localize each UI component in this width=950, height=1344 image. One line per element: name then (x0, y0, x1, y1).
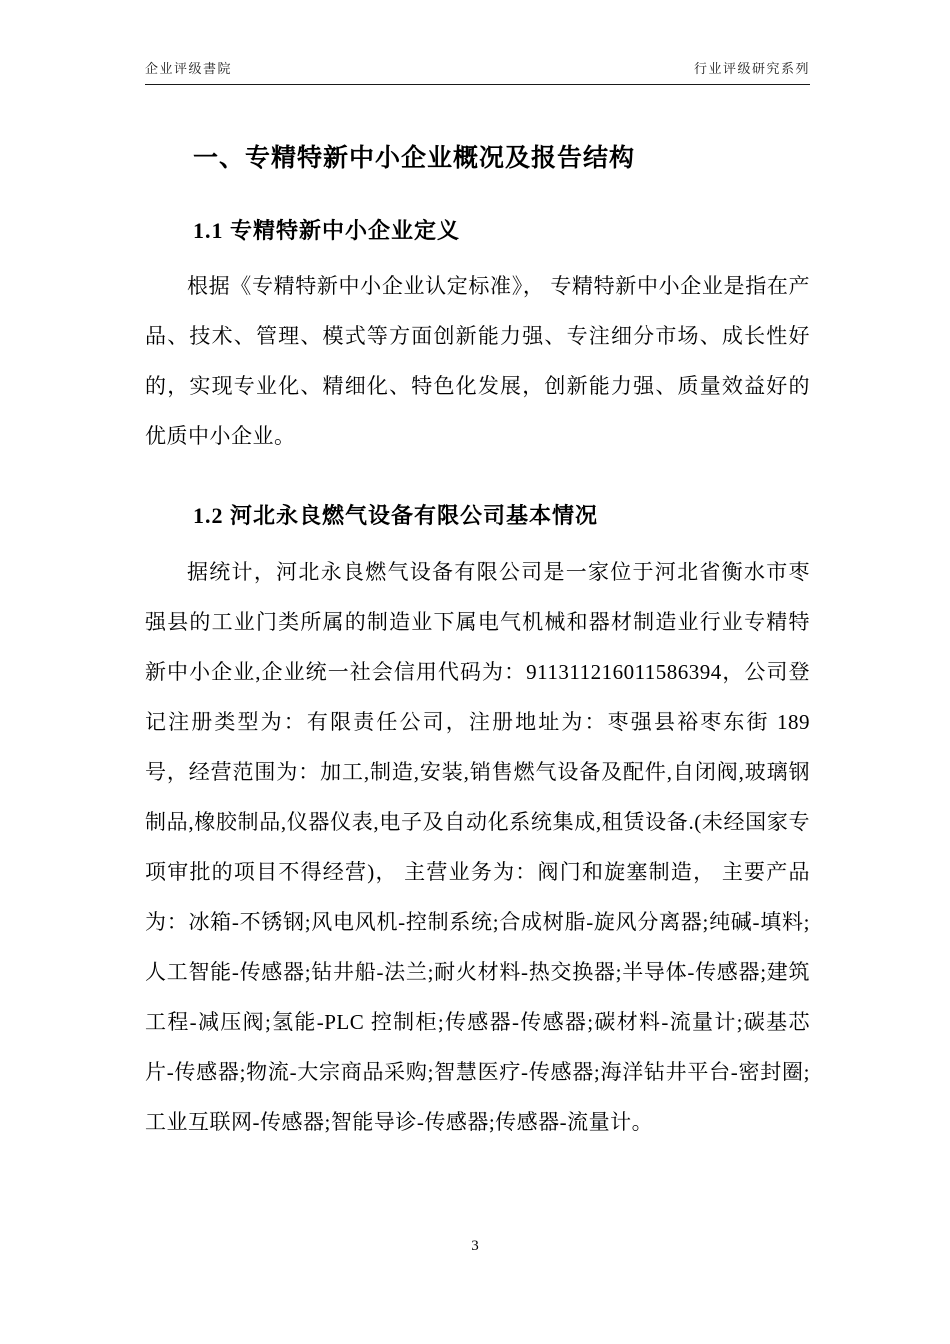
subsection-1-1-heading: 1.1 专精特新中小企业定义 (193, 217, 461, 243)
page-footer (0, 1238, 950, 1255)
subsection-1-2-heading: 1.2 河北永良燃气设备有限公司基本情况 (193, 503, 599, 529)
page-number: 3 (471, 1238, 479, 1254)
paragraph-sme-definition: 根据《专精特新中小企业认定标准》， 专精特新中小企业是指在产品、技术、管理、模式等方面创新能力强、专注细分市场、成长性好的，实现专业化、精细化、特色化发展，创新能力强、质量效益好的优质中小企业。 (145, 274, 810, 449)
page-header (145, 58, 810, 85)
document-content (145, 88, 810, 1147)
header-right-text: 行业评级研究系列 (693, 61, 810, 76)
paragraph-company-info: 据统计，河北永良燃气设备有限公司是一家位于河北省衡水市枣强县的工业门类所属的制造业下属电气机械和器材制造业行业专精特新中小企业,企业统一社会信用代码为：911311216011586394，公司登记注册类型为：有限责任公司，注册地址为：枣强县裕枣东街 189 号，经营范围为：加工,制造,安装,销售燃气设备及配件,自闭阀,玻璃钢制品,橡胶制品,仪器仪表,电子及自动化系统集成,租赁设备.(未经国家专项审批的项目不得经营)， 主营业务为：阀门和旋塞制造， 主要产品为：冰箱-不锈钢;风电风机-控制系统;合成树脂-旋风分离器;纯碱-填料;人工智能-传感器;钻井船-法兰;耐火材料-热交换器;半导体-传感器;建筑工程-减压阀;氢能-PLC 控制柜;传感器-传感器;碳材料-流量计;碳基芯片-传感器;物流-大宗商品采购;智慧医疗-传感器;海洋钻井平台-密封圈;工业互联网-传感器;智能导诊-传感器;传感器-流量计。 (145, 560, 810, 1135)
section-main-heading: 一、专精特新中小企业概况及报告结构 (193, 144, 636, 172)
header-left-text: 企业评级書院 (145, 61, 233, 76)
